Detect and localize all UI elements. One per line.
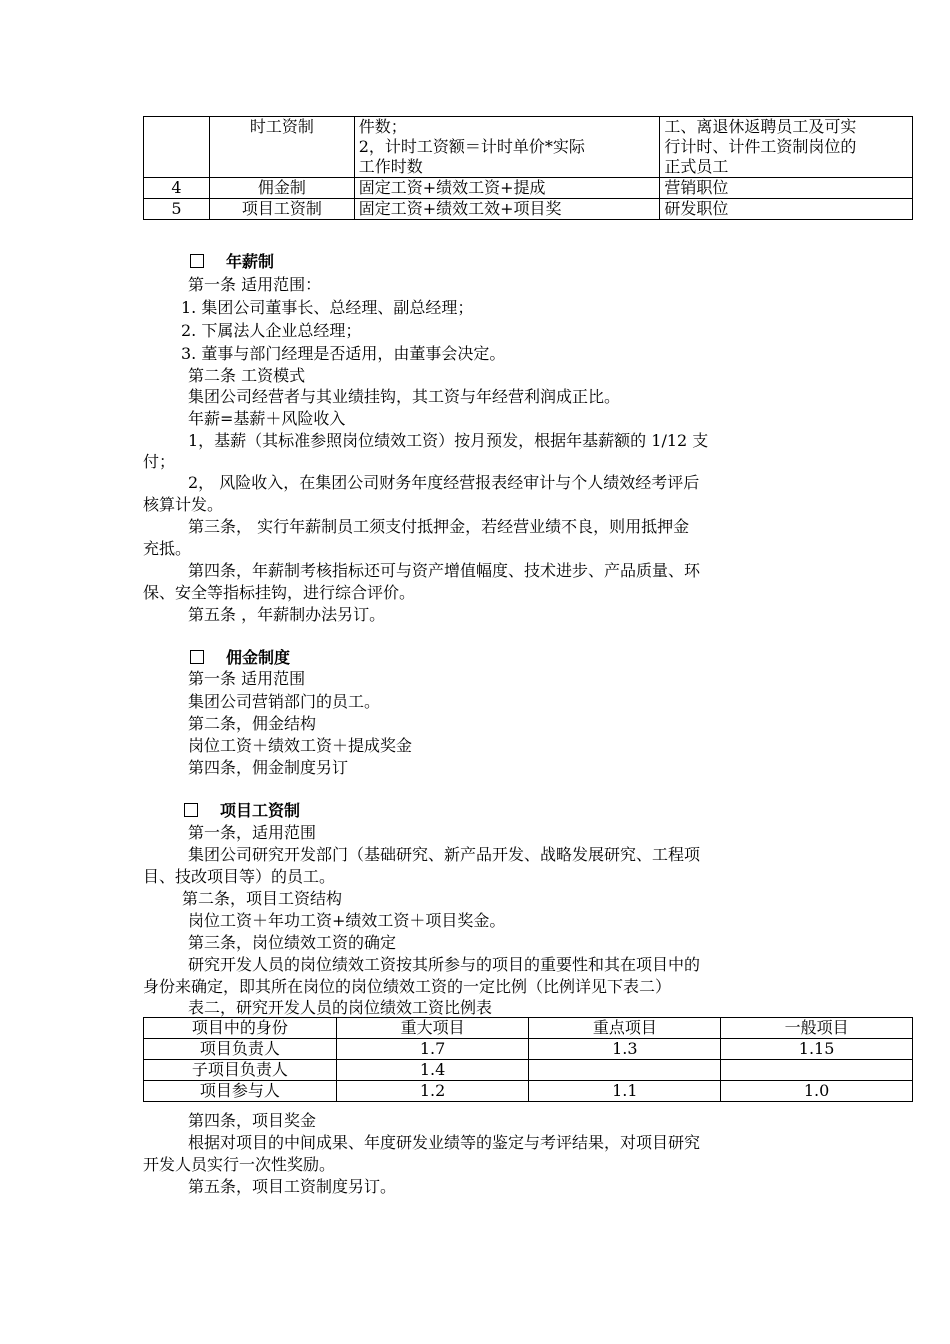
table-row [144, 178, 913, 199]
table-cell: 1.7 [336, 1039, 529, 1060]
table-cell: 1.4 [336, 1060, 529, 1081]
table-cell: 件数； 2，计时工资额＝计时单价*实际 工作时数 [354, 117, 660, 178]
table-cell: 项目负责人 [144, 1039, 337, 1060]
checkbox-icon [190, 650, 204, 664]
table-caption: 表二，研究开发人员的岗位绩效工资比例表 [188, 998, 493, 1017]
table-row [144, 199, 913, 220]
paragraph: 身份来确定，即其所在岗位的岗位绩效工资的一定比例（比例详见下表二） [143, 977, 672, 996]
table-cell: 1.15 [721, 1039, 913, 1060]
paragraph: 3. 董事与部门经理是否适用，由董事会决定。 [181, 344, 506, 363]
section-heading-project-salary: 项目工资制 [184, 800, 300, 822]
paragraph: 第一条 适用范围 [188, 669, 306, 688]
paragraph: 付； [143, 452, 176, 471]
paragraph: 岗位工资＋绩效工资＋提成奖金 [188, 736, 413, 755]
table-cell: 固定工资+绩效工效+项目奖 [354, 199, 660, 220]
paragraph: 开发人员实行一次性奖励。 [143, 1155, 336, 1174]
table-cell: 项目参与人 [144, 1081, 337, 1102]
table-row [144, 117, 913, 178]
table-cell: 5 [144, 199, 210, 220]
paragraph: 第二条，项目工资结构 [182, 889, 343, 908]
table-cell [144, 117, 210, 178]
paragraph: 第三条，岗位绩效工资的确定 [188, 933, 397, 952]
table-cell: 工、离退休返聘员工及可实 行计时、计件工资制岗位的 正式员工 [660, 117, 913, 178]
salary-type-table [143, 116, 913, 220]
table-cell: 时工资制 [209, 117, 354, 178]
paragraph: 第二条 工资模式 [188, 366, 306, 385]
paragraph: 1，基薪（其标准参照岗位绩效工资）按月预发，根据年基薪额的 1/12 支 [188, 431, 709, 450]
table-cell: 研发职位 [660, 199, 913, 220]
paragraph: 第五条，项目工资制度另订。 [188, 1177, 397, 1196]
table-cell: 项目工资制 [209, 199, 354, 220]
paragraph: 第四条，年薪制考核指标还可与资产增值幅度、技术进步、产品质量、环 [188, 561, 701, 580]
paragraph: 第五条 ，年薪制办法另订。 [188, 605, 386, 624]
paragraph: 集团公司经营者与其业绩挂钩，其工资与年经营利润成正比。 [188, 387, 621, 406]
table-cell [529, 1060, 721, 1081]
paragraph: 第四条，佣金制度另订 [188, 758, 349, 777]
paragraph: 第三条， 实行年薪制员工须支付抵押金，若经营业绩不良，则用抵押金 [188, 517, 690, 536]
paragraph: 第四条，项目奖金 [188, 1111, 317, 1130]
table-row [144, 1081, 913, 1102]
table-cell: 1.2 [336, 1081, 529, 1102]
paragraph: 第二条，佣金结构 [188, 714, 317, 733]
paragraph: 1. 集团公司董事长、总经理、副总经理； [181, 298, 474, 317]
table-cell: 子项目负责人 [144, 1060, 337, 1081]
table-header: 重大项目 [336, 1018, 529, 1039]
paragraph: 目、技改项目等）的员工。 [143, 867, 336, 886]
table-cell: 营销职位 [660, 178, 913, 199]
table-row [144, 1060, 913, 1081]
paragraph: 根据对项目的中间成果、年度研发业绩等的鉴定与考评结果，对项目研究 [188, 1133, 701, 1152]
section-heading-annual-salary: 年薪制 [190, 251, 274, 273]
table-row [144, 1039, 913, 1060]
paragraph: 第一条，适用范围 [188, 823, 317, 842]
table-cell: 佣金制 [209, 178, 354, 199]
table-header: 项目中的身份 [144, 1018, 337, 1039]
paragraph: 2， 风险收入，在集团公司财务年度经营报表经审计与个人绩效经考评后 [188, 473, 700, 492]
paragraph: 集团公司研究开发部门（基础研究、新产品开发、战略发展研究、工程项 [188, 845, 701, 864]
table-header-row [144, 1018, 913, 1039]
paragraph: 保、安全等指标挂钩，进行综合评价。 [143, 583, 416, 602]
checkbox-icon [184, 803, 198, 817]
paragraph: 2. 下属法人企业总经理； [181, 321, 362, 340]
table-header: 重点项目 [529, 1018, 721, 1039]
table-cell: 1.0 [721, 1081, 913, 1102]
paragraph: 核算计发。 [143, 495, 224, 514]
project-ratio-table [143, 1017, 913, 1102]
table-cell: 1.3 [529, 1039, 721, 1060]
table-cell: 4 [144, 178, 210, 199]
table-cell: 固定工资+绩效工资+提成 [354, 178, 660, 199]
table-header: 一般项目 [721, 1018, 913, 1039]
paragraph: 集团公司营销部门的员工。 [188, 692, 381, 711]
table-cell [721, 1060, 913, 1081]
table-cell: 1.1 [529, 1081, 721, 1102]
paragraph: 年薪=基薪＋风险收入 [188, 409, 346, 428]
paragraph: 研究开发人员的岗位绩效工资按其所参与的项目的重要性和其在项目中的 [188, 955, 701, 974]
checkbox-icon [190, 254, 204, 268]
paragraph: 充抵。 [143, 539, 192, 558]
section-heading-commission: 佣金制度 [190, 647, 290, 669]
paragraph: 第一条 适用范围： [188, 275, 322, 294]
paragraph: 岗位工资＋年功工资+绩效工资＋项目奖金。 [188, 911, 506, 930]
